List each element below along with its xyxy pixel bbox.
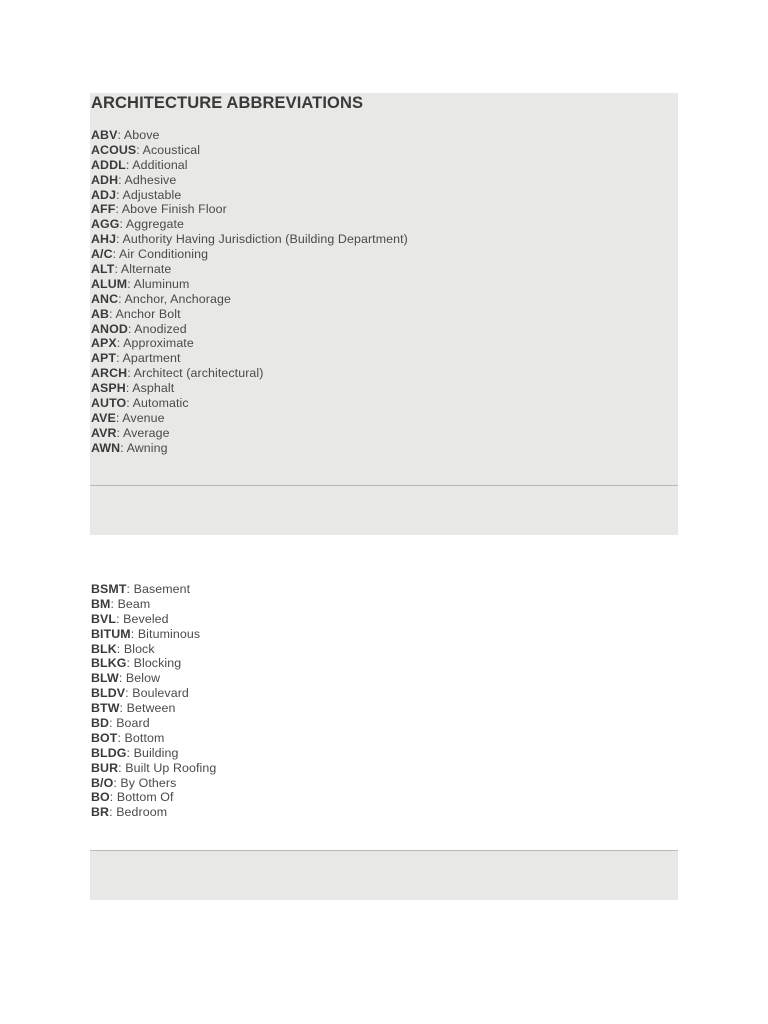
abbreviation-entry [91,202,408,217]
abbreviation-term: AGG [91,217,120,232]
abbreviation-term: ARCH [91,366,128,381]
abbreviation-entry [91,336,408,351]
abbreviation-term: BITUM [91,626,131,641]
abbreviation-term: BM [91,596,111,611]
abbreviation-definition: : Beveled [116,611,169,626]
abbreviation-term: ALT [91,262,115,277]
abbreviation-definition: : Asphalt [125,381,175,396]
abbreviation-term: BUR [91,760,119,775]
abbreviation-entry [91,582,216,597]
abbreviation-entry [91,322,408,337]
abbreviation-term: A/C [91,247,113,262]
abbreviation-definition: : Bedroom [109,805,168,820]
abbreviation-entry [91,627,216,642]
abbreviation-definition: : Adjustable [116,187,182,202]
abbreviation-term: BSMT [91,582,127,596]
abbreviation-definition: : Apartment [116,351,181,366]
abbreviation-definition: : Approximate [116,336,194,351]
abbreviation-entry [91,351,408,366]
abbreviation-entry [91,656,216,671]
abbreviation-entry [91,217,408,232]
page-title: ARCHITECTURE ABBREVIATIONS [91,94,364,112]
abbreviation-definition: : Anchor Bolt [109,306,181,321]
abbreviation-entry [91,307,408,322]
abbreviation-entry [91,746,216,761]
abbreviation-definition: : Avenue [115,410,165,425]
abbreviation-term: ANC [91,291,119,306]
abbreviation-definition: : Automatic [126,396,189,411]
abbreviation-definition: : Acoustical [136,142,201,157]
abbreviation-entry [91,247,408,262]
abbreviation-term: ADH [91,172,119,187]
abbreviation-term: AFF [91,202,116,217]
abbreviation-entry [91,790,216,805]
abbreviation-definition: : Building [126,745,179,760]
abbreviation-entry [91,411,408,426]
abbreviation-definition: : Alternate [114,262,172,277]
abbreviation-term: AB [91,306,110,321]
abbreviation-entry [91,612,216,627]
abbreviation-term: AWN [91,440,121,455]
abbreviation-entry [91,128,408,143]
abbreviation-definition: : Blocking [126,656,182,671]
abbreviation-term: BLKG [91,656,127,671]
abbreviation-definition: : Air Conditioning [112,247,209,262]
abbreviation-entry [91,701,216,716]
abbreviation-term: BLK [91,641,117,656]
abbreviation-term: BR [91,805,110,820]
abbreviation-term: ALUM [91,276,128,291]
abbreviation-list-b [91,582,216,820]
abbreviation-entry [91,158,408,173]
section-divider [90,485,678,486]
abbreviation-definition: : Bituminous [130,626,201,641]
abbreviation-term: BLW [91,671,119,686]
abbreviation-term: BLDG [91,745,127,760]
abbreviation-definition: : Basement [126,582,191,596]
abbreviation-entry [91,381,408,396]
abbreviation-definition: : Bottom [117,730,165,745]
abbreviation-entry [91,277,408,292]
abbreviation-definition: : Architect (architectural) [127,366,264,381]
abbreviation-entry [91,761,216,776]
abbreviation-definition: : Anchor, Anchorage [118,291,231,306]
abbreviation-definition: : Authority Having Jurisdiction (Building Department) [116,232,408,247]
abbreviation-term: ADDL [91,157,126,172]
abbreviation-definition: : Additional [125,157,188,172]
abbreviation-term: AVR [91,425,117,440]
abbreviation-definition: : Above [117,128,160,142]
abbreviation-definition: : Average [116,425,170,440]
abbreviation-term: BVL [91,611,117,626]
abbreviation-entry [91,143,408,158]
abbreviation-term: BTW [91,701,120,716]
abbreviation-term: BOT [91,730,118,745]
abbreviation-entry [91,671,216,686]
abbreviation-term: ANOD [91,321,128,336]
abbreviation-term: ACOUS [91,142,137,157]
abbreviation-entry [91,776,216,791]
abbreviation-definition: : By Others [113,775,177,790]
abbreviation-entry [91,366,408,381]
abbreviation-term: BO [91,790,110,805]
abbreviation-definition: : Between [119,701,176,716]
abbreviations-panel-bottom [90,850,678,900]
abbreviation-entry [91,597,216,612]
abbreviation-definition: : Awning [120,440,168,455]
abbreviation-definition: : Below [118,671,161,686]
abbreviation-entry [91,262,408,277]
abbreviation-entry [91,441,408,456]
abbreviation-definition: : Above Finish Floor [115,202,227,217]
abbreviation-entry [91,292,408,307]
abbreviation-list-a [91,128,408,456]
abbreviation-entry [91,642,216,657]
abbreviation-entry [91,716,216,731]
abbreviation-definition: : Built Up Roofing [118,760,217,775]
abbreviation-term: AVE [91,410,116,425]
abbreviation-entry [91,173,408,188]
abbreviation-term: APT [91,351,117,366]
abbreviation-definition: : Adhesive [118,172,177,187]
abbreviation-entry [91,805,216,820]
abbreviation-term: B/O [91,775,114,790]
abbreviation-definition: : Block [116,641,155,656]
abbreviation-term: BD [91,716,110,731]
abbreviation-entry [91,232,408,247]
abbreviation-term: ASPH [91,381,126,396]
abbreviation-definition: : Board [109,716,150,731]
abbreviation-term: AHJ [91,232,117,247]
abbreviation-term: APX [91,336,117,351]
abbreviation-entry [91,426,408,441]
abbreviation-entry [91,731,216,746]
abbreviation-definition: : Anodized [127,321,187,336]
abbreviation-definition: : Aluminum [127,276,190,291]
abbreviation-definition: : Boulevard [125,686,189,701]
abbreviation-definition: : Aggregate [119,217,185,232]
abbreviation-entry [91,188,408,203]
section-divider [90,850,678,851]
abbreviation-term: ABV [91,128,118,142]
abbreviation-entry [91,686,216,701]
abbreviation-definition: : Beam [110,596,151,611]
abbreviation-term: AUTO [91,396,127,411]
abbreviation-term: ADJ [91,187,117,202]
abbreviation-entry [91,396,408,411]
abbreviation-term: BLDV [91,686,126,701]
abbreviation-definition: : Bottom Of [109,790,174,805]
